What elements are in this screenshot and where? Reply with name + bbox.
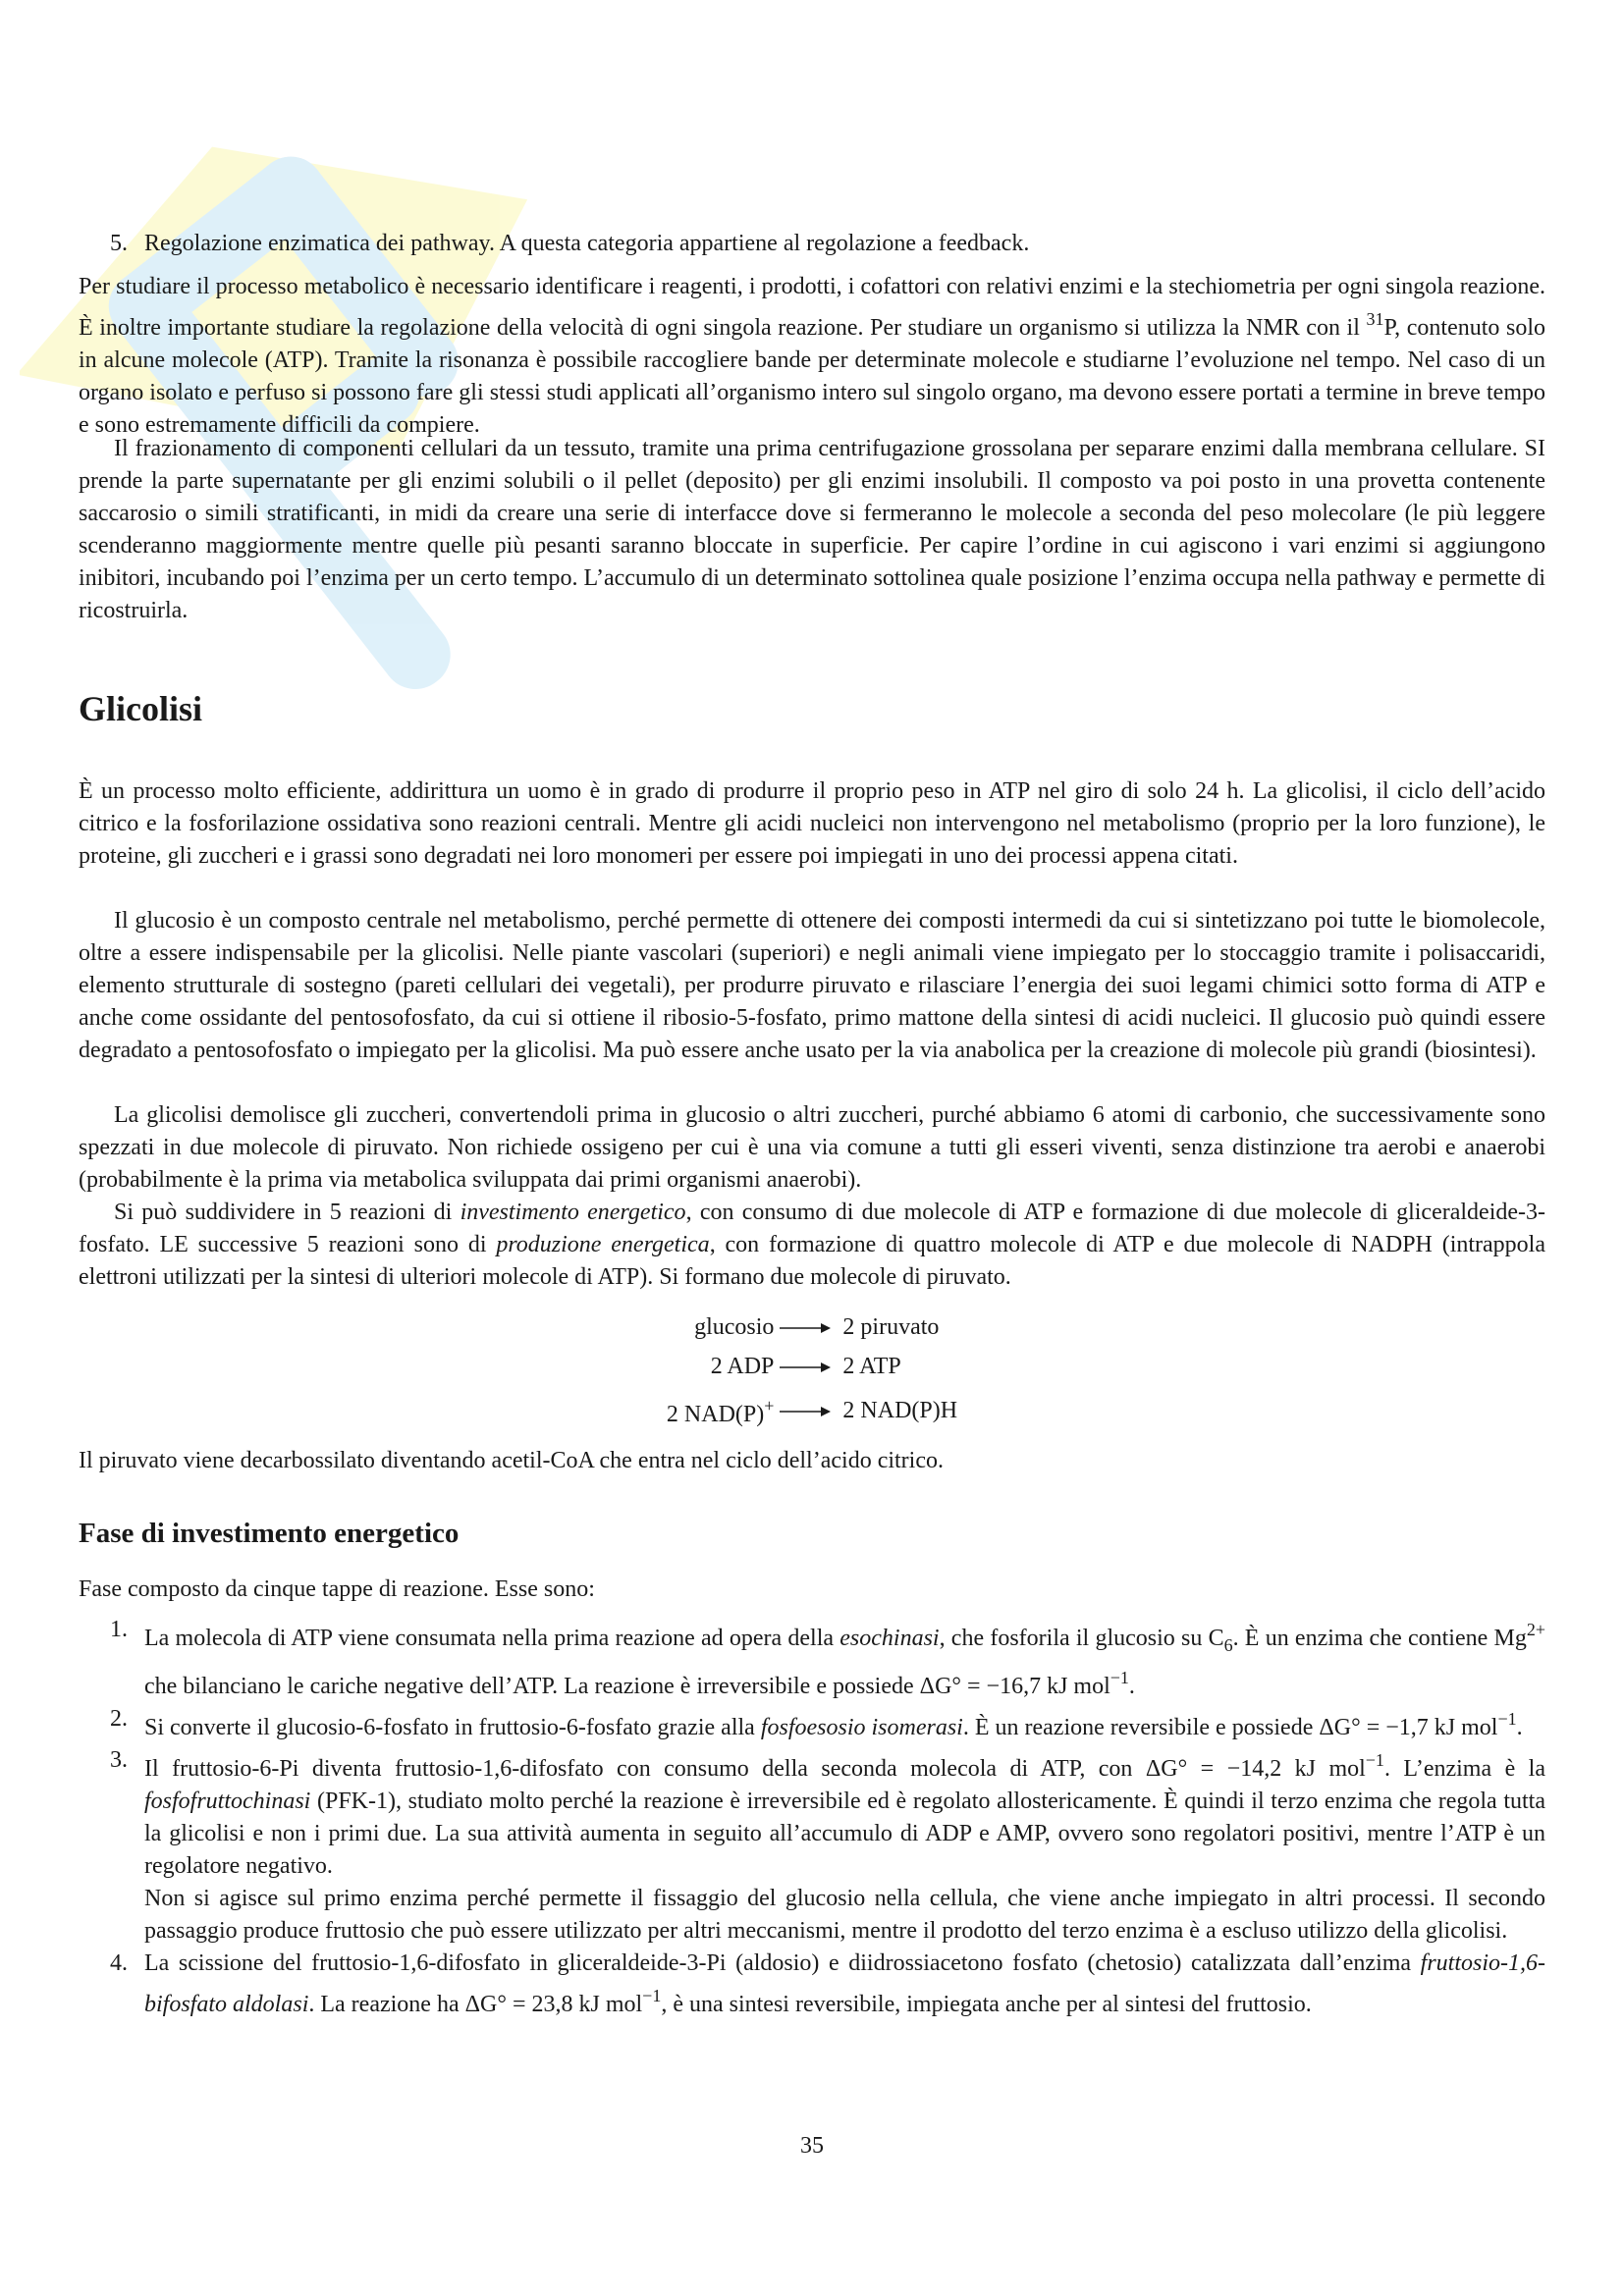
subsection-title-investimento: Fase di investimento energetico: [79, 1518, 460, 1549]
list-item-continuation: Non si agisce sul primo enzima perché permette il fissaggio del glucosio nella cellula, che viene anche impiegato in altri processi. Il secondo passaggio produce fruttosio che può essere utilizzato per altri meccanismi, mentre il prodotto del terzo enzima è a escluso utilizzo della glicolisi.: [144, 1886, 1545, 1944]
list-item: 4. La scissione del fruttosio-1,6-difosfato in gliceraldeide-3-Pi (aldosio) e diidrossiacetono fosfato (chetosio) catalizzata dall’enzima fruttosio-1,6-bifosfato aldolasi. La reazione ha ΔG° = 23,8 kJ mol$^{-1}$, è una sintesi reversibile, impiegata anche per al sintesi del fruttosio.: [110, 1950, 1545, 2017]
right-arrow-icon: [778, 1362, 833, 1373]
page-number: 35: [800, 2133, 824, 2159]
reaction-steps-list: [79, 1614, 1545, 2021]
regulation-list: [79, 228, 1545, 260]
reaction-equations: [79, 1308, 1545, 1434]
paragraph-demolizione: La glicolisi demolisce gli zuccheri, convertendoli prima in glucosio o altri zuccheri, purché abbiamo 6 atomi di carbonio, che successivamente sono spezzati in due molecole di piruvato. Non richiede ossigeno per cui è una via comune a tutti gli esseri viventi, senza distinzione tra aerobi e anaerobi (probabilmente è la prima via metabolica sviluppata dai primi organismi anaerobi).: [79, 1102, 1545, 1193]
right-arrow-icon: [778, 1406, 833, 1417]
paragraph-fasi: Si può suddividere in 5 reazioni di investimento energetico, con consumo di due molecole di ATP e formazione di due molecole di gliceraldeide-3-fosfato. LE successive 5 reazioni sono di produzione energetica, con formazione di quattro molecole di ATP e due molecole di NADPH (intrappola elettroni utilizzati per la sintesi di ulteriori molecole di ATP). Si formano due molecole di piruvato.: [79, 1200, 1546, 1290]
paragraph-fase-intro: Fase composto da cinque tappe di reazione. Esse sono:: [79, 1576, 595, 1602]
paragraph-nmr: Per studiare il processo metabolico è necessario identificare i reagenti, i prodotti, i cofattori con relativi enzimi e la stechiometria per ogni singola reazione. È inoltre importante studiare la regolazione della velocità di ogni singola reazione. Per studiare un organismo si utilizza la NMR con il $^{31}$P, contenuto solo in alcune molecole (ATP). Tramite la risonanza è possibile raccogliere bande per determinate molecole e studiarne l’evoluzione nel tempo. Nel caso di un organo isolato e perfuso si possono fare gli stessi studi applicati all’organismo intero sul singolo organo, ma devono essere portati a termine in breve tempo e sono estremamente difficili da compiere.: [79, 274, 1545, 438]
paragraph-glicolisi-intro: È un processo molto efficiente, addirittura un uomo è in grado di produrre il proprio peso in ATP nel giro di solo 24 h. La glicolisi, il ciclo dell’acido citrico e la fosforilazione ossidativa sono reazioni centrali. Mentre gli acidi nucleici non intervengono nel metabolismo (proprio per la loro funzione), le proteine, gli zuccheri e i grassi sono degradati nei loro monomeri per essere poi impiegati in uno dei processi appena citati.: [79, 778, 1545, 869]
paragraph-fractionation: Il frazionamento di componenti cellulari da un tessuto, tramite una prima centrifugazione grossolana per separare enzimi dalla membrana cellulare. SI prende la parte supernatante per gli enzimi solubili o il pellet (deposito) per gli enzimi insolubili. Il composto va poi posto in una provetta contenente saccarosio o simili stratificanti, in midi da creare una serie di interfacce dove si fermeranno le molecole a seconda del peso molecolare (le più leggere scenderanno maggiormente mentre quelle più pesanti saranno bloccate in superficie. Per capire l’ordine in cui agiscono i vari enzimi si aggiungono inibitori, incubando poi l’enzima per un certo tempo. L’accumulo di un determinato sottolinea quale posizione l’enzima occupa nella pathway e permette di ricostruirla.: [79, 436, 1545, 623]
paragraph-glucosio: Il glucosio è un composto centrale nel metabolismo, perché permette di ottenere dei composti intermedi da cui si sintetizzano poi tutte le biomolecole, oltre a essere indispensabile per la glicolisi. Nelle piante vascolari (superiori) e negli animali viene impiegato per lo stoccaggio tramite i polisaccaridi, elemento strutturale di sostegno (pareti cellulari dei vegetali), per produrre piruvato e rilasciare l’energia dei suoi legami chimici sotto forma di ATP e anche come ossidante del pentosofosfato, da cui si ottiene il ribosio-5-fosfato, primo mattone della sintesi di acidi nucleici. Il glucosio può quindi essere degradato a pentosofosfato o impiegato per la glicolisi. Ma può essere anche usato per la via anabolica per la creazione di molecole più grandi (biosintesi).: [79, 908, 1545, 1063]
list-item: 5. Regolazione enzimatica dei pathway. A questa categoria appartiene al regolazione a feedback.: [110, 231, 1030, 256]
list-item: 2. Si converte il glucosio-6-fosfato in fruttosio-6-fosfato grazie alla fosfoesosio isomerasi. È un reazione reversibile e possiede ΔG° = −1,7 kJ mol$^{-1}$.: [110, 1706, 1523, 1740]
list-item: 3. Il fruttosio-6-Pi diventa fruttosio-1,6-difosfato con consumo della seconda molecola di ATP, con ΔG° = −14,2 kJ mol$^{-1}$. L’enzima è la fosfofruttochinasi (PFK-1), studiato molto perché la reazione è irreversibile ed è regolato allostericamente. È quindi il terzo enzima che regola tutta la glicolisi e non i primi due. La sua attività aumenta in seguito all’accumulo di ADP e AMP, ovvero sono regolatori positivi, mentre l’ATP è un regolatore negativo. Non si agisce sul primo enzima perché permette il fissaggio del glucosio nella cellula, che viene anche impiegato in altri processi. Il secondo passaggio produce fruttosio che può essere utilizzato per altri meccanismi, mentre il prodotto del terzo enzima è a escluso utilizzo della glicolisi.: [79, 1744, 1545, 1948]
section-title-glicolisi: Glicolisi: [79, 689, 202, 728]
right-arrow-icon: [778, 1322, 833, 1334]
equation-row: 2 NAD(P)+ 2 NAD(P)H: [666, 1396, 958, 1427]
equation-row: glucosio 2 piruvato: [694, 1314, 940, 1340]
list-item: 1. La molecola di ATP viene consumata nella prima reazione ad opera della esochinasi, che fosforila il glucosio su $C_6$. È un enzima che contiene $Mg^{2+}$ che bilanciano le cariche negative dell’ATP. La reazione è irreversibile e possiede ΔG° = −16,7 kJ mol$^{-1}$.: [110, 1617, 1546, 1699]
equation-row: 2 ADP 2 ATP: [710, 1354, 901, 1379]
paragraph-piruvato: Il piruvato viene decarbossilato diventando acetil-CoA che entra nel ciclo dell’acido citrico.: [79, 1448, 944, 1473]
